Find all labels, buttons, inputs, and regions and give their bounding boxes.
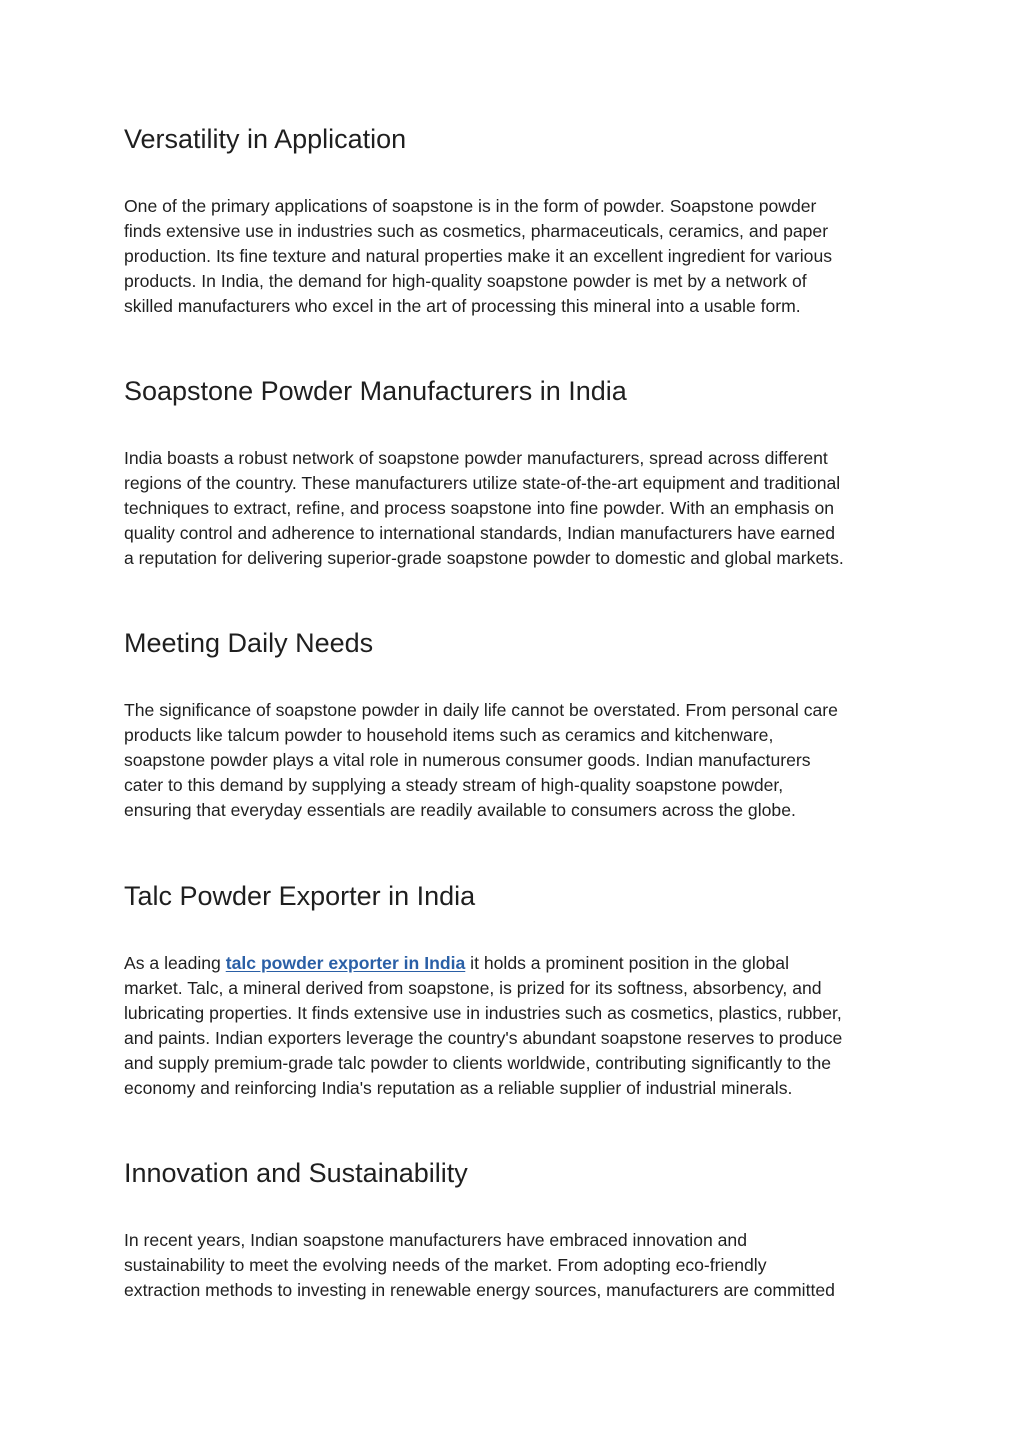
paragraph-line: and supply premium-grade talc powder to clients worldwide, contributing significantly to the — [124, 1053, 832, 1073]
paragraph-line: quality control and adherence to international standards, Indian manufacturers have earned — [124, 523, 836, 543]
paragraph-line: India boasts a robust network of soapstone powder manufacturers, spread across different — [124, 448, 828, 468]
paragraph-line: products like talcum powder to household items such as ceramics and kitchenware, — [124, 725, 774, 745]
paragraph-line — [124, 951, 904, 976]
section-paragraph — [124, 446, 904, 571]
paragraph-line: soapstone powder plays a vital role in numerous consumer goods. Indian manufacturers — [124, 750, 811, 770]
paragraph-line: The significance of soapstone powder in daily life cannot be overstated. From personal care — [124, 700, 838, 720]
section-innovation — [124, 1157, 904, 1303]
paragraph-line: extraction methods to investing in renewable energy sources, manufacturers are committed — [124, 1280, 835, 1300]
paragraph-line: cater to this demand by supplying a steady stream of high-quality soapstone powder, — [124, 775, 784, 795]
paragraph-line: finds extensive use in industries such as cosmetics, pharmaceuticals, ceramics, and paper — [124, 221, 829, 241]
paragraph-line: a reputation for delivering superior-grade soapstone powder to domestic and global markets. — [124, 548, 844, 568]
paragraph-line: and paints. Indian exporters leverage the country's abundant soapstone reserves to produce — [124, 1028, 843, 1048]
talc-powder-exporter-link[interactable]: talc powder exporter in India — [225, 953, 466, 973]
section-paragraph — [124, 951, 904, 1101]
section-heading: Soapstone Powder Manufacturers in India — [124, 376, 627, 406]
paragraph-line: lubricating properties. It finds extensive use in industries such as cosmetics, plastics, rubber, — [124, 1003, 842, 1023]
section-heading: Innovation and Sustainability — [124, 1158, 468, 1188]
section-paragraph — [124, 698, 904, 823]
paragraph-line: ensuring that everyday essentials are readily available to consumers across the globe. — [124, 800, 796, 820]
section-daily-needs — [124, 627, 904, 823]
paragraph-line: regions of the country. These manufacturers utilize state-of-the-art equipment and traditional — [124, 473, 841, 493]
paragraph-line: production. Its fine texture and natural properties make it an excellent ingredient for various — [124, 246, 833, 266]
paragraph-line: market. Talc, a mineral derived from soapstone, is prized for its softness, absorbency, and — [124, 978, 822, 998]
paragraph-text: As a leading — [124, 953, 226, 973]
section-heading: Meeting Daily Needs — [124, 628, 374, 658]
section-paragraph — [124, 1228, 904, 1303]
paragraph-line: products. In India, the demand for high-quality soapstone powder is met by a network of — [124, 271, 807, 291]
section-heading: Talc Powder Exporter in India — [124, 881, 476, 911]
section-heading: Versatility in Application — [124, 124, 407, 154]
paragraph-line: One of the primary applications of soapstone is in the form of powder. Soapstone powder — [124, 196, 817, 216]
section-talc-exporter — [124, 880, 904, 1101]
paragraph-line: sustainability to meet the evolving needs of the market. From adopting eco-friendly — [124, 1255, 767, 1275]
section-manufacturers — [124, 375, 904, 571]
section-versatility — [124, 123, 904, 319]
paragraph-line: economy and reinforcing India's reputation as a reliable supplier of industrial minerals. — [124, 1078, 793, 1098]
paragraph-line: In recent years, Indian soapstone manufacturers have embraced innovation and — [124, 1230, 748, 1250]
section-paragraph — [124, 194, 904, 319]
paragraph-line: techniques to extract, refine, and process soapstone into fine powder. With an emphasis on — [124, 498, 835, 518]
paragraph-text: it holds a prominent position in the global — [465, 953, 789, 973]
paragraph-line: skilled manufacturers who excel in the art of processing this mineral into a usable form. — [124, 296, 801, 316]
